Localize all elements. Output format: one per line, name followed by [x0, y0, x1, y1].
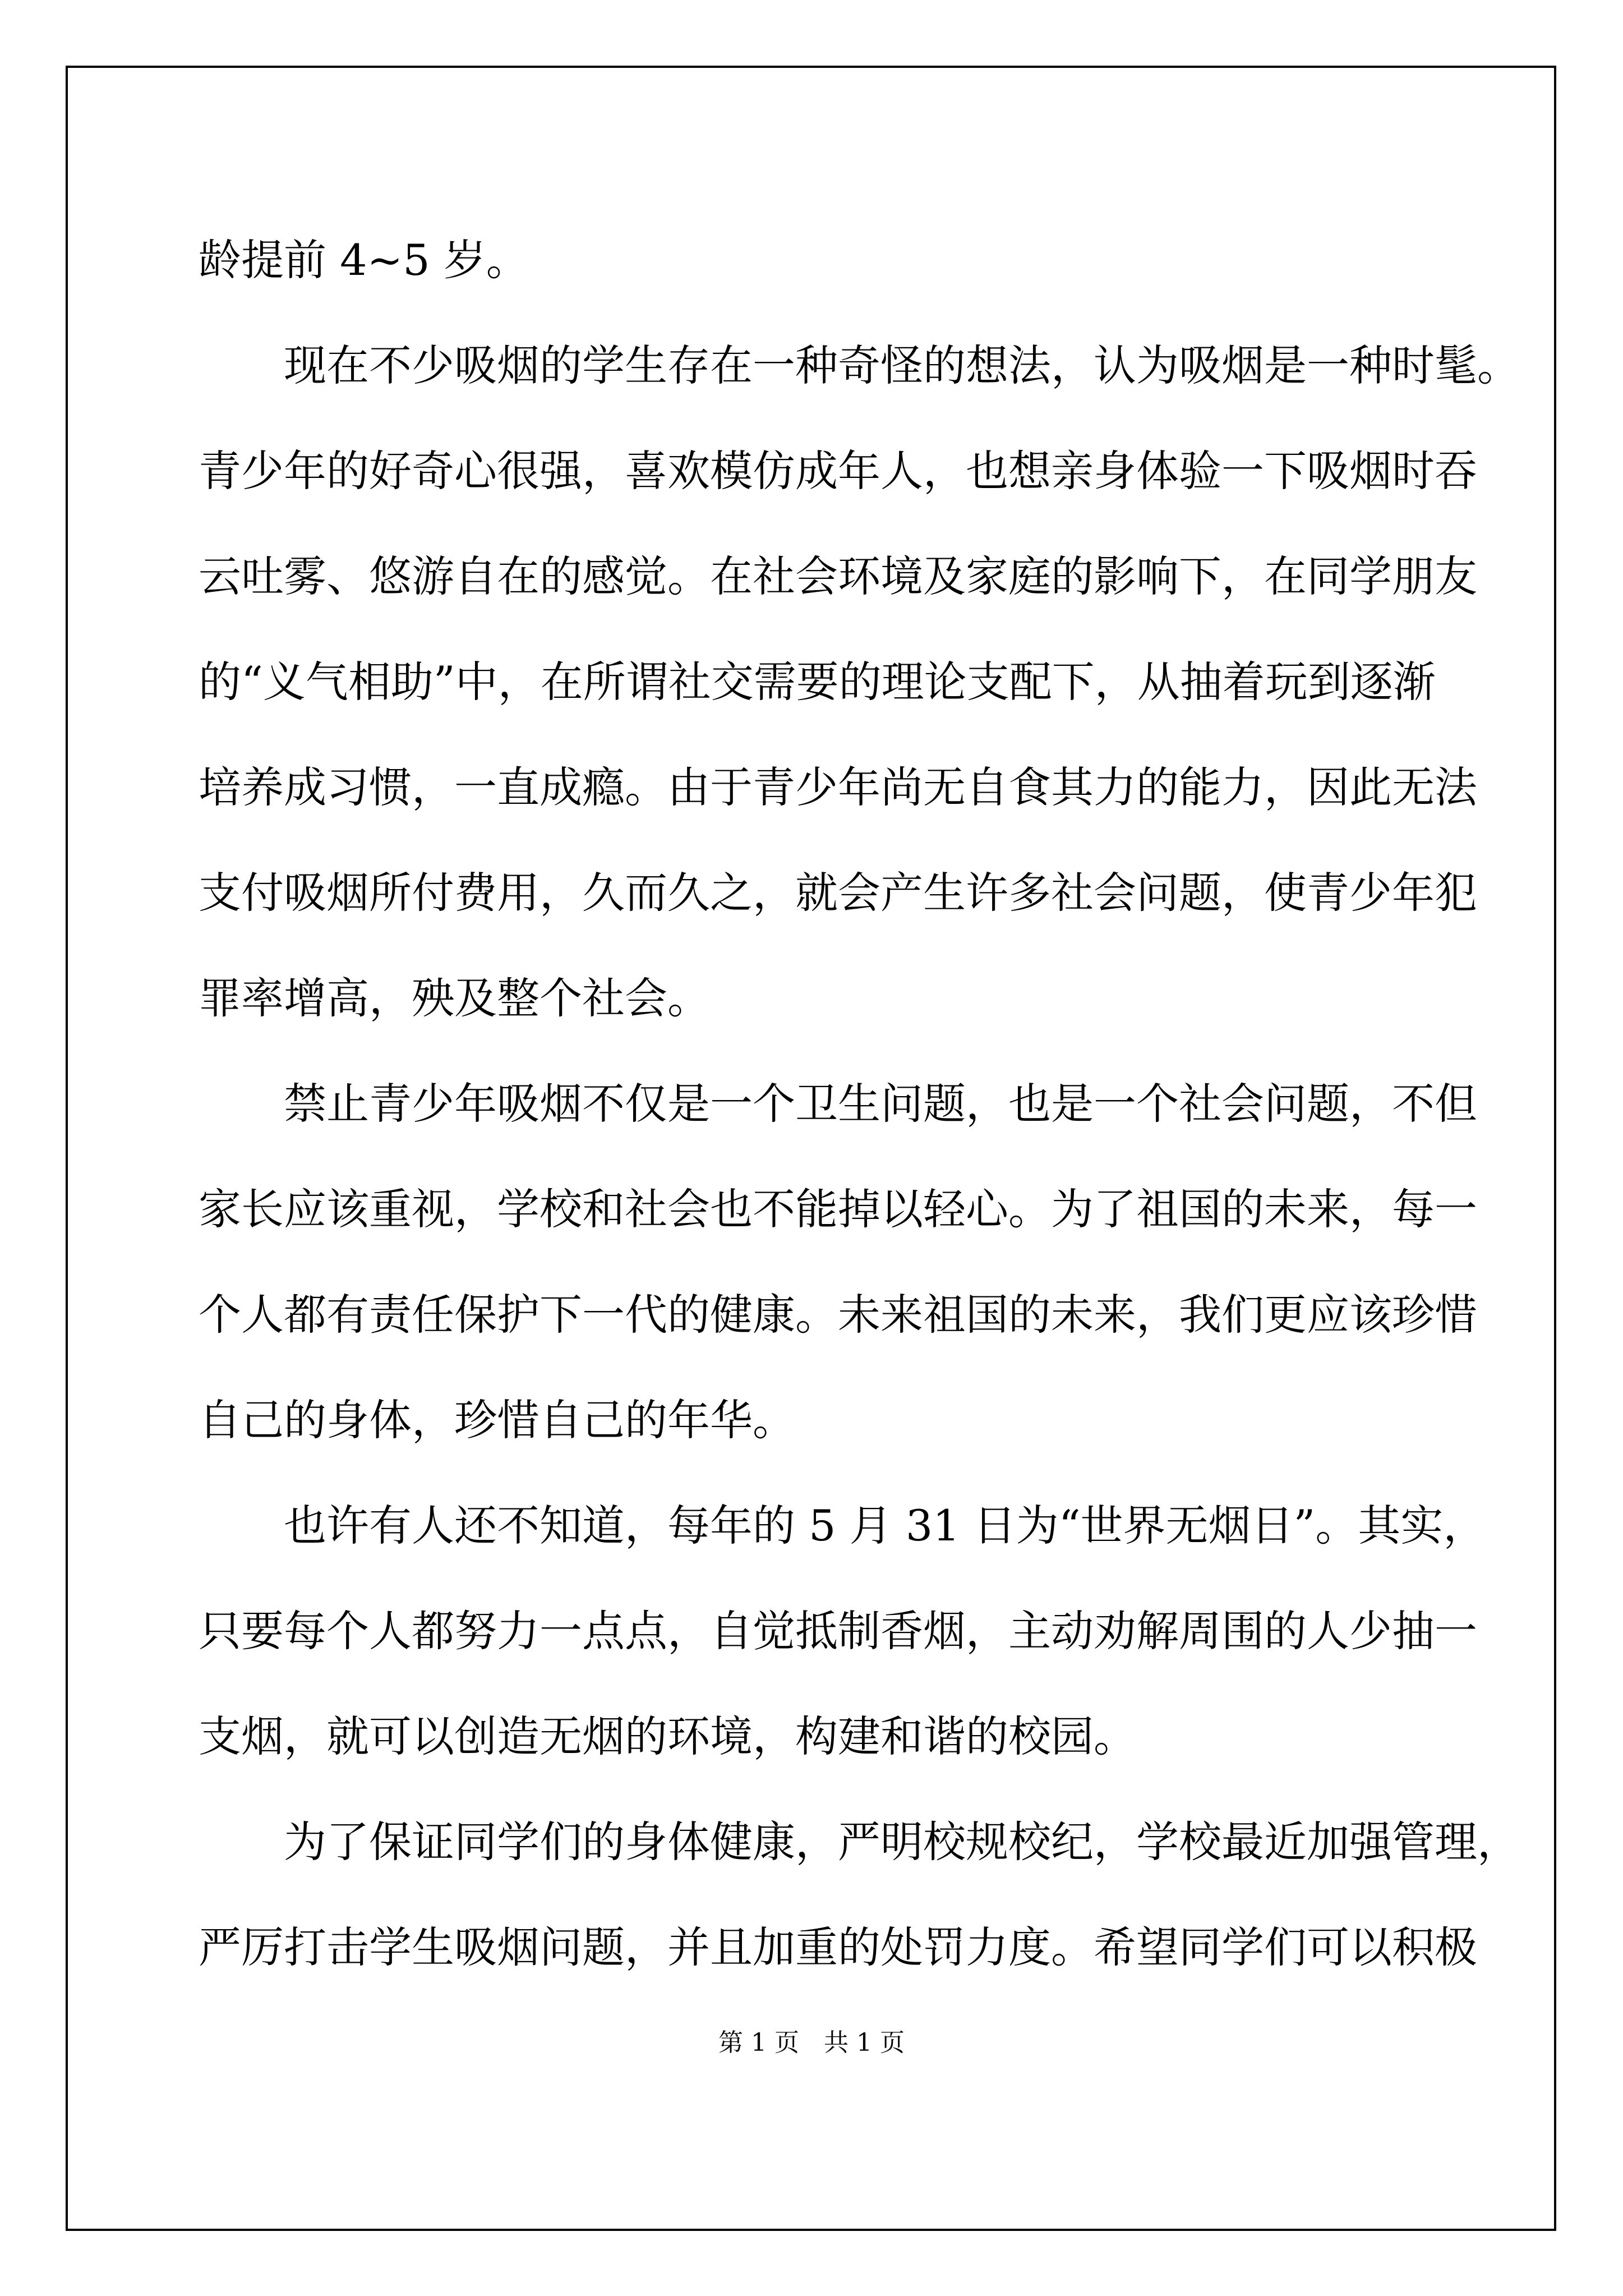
text-line: 自己的身体，珍惜自己的年华。	[199, 1395, 795, 1445]
page-total-label: 共 1 页	[824, 2028, 905, 2057]
text-line: 个人都有责任保护下一代的健康。未来祖国的未来，我们更应该珍惜	[199, 1290, 1477, 1340]
text-line: 为了保证同学们的身体健康，严明校规校纪，学校最近加强管理，	[284, 1817, 1520, 1867]
text-line: 的“义气相助”中，在所谓社交需要的理论支配下，从抽着玩到逐渐	[199, 657, 1436, 707]
text-line: 龄提前 4~5 岁。	[199, 235, 529, 285]
text-line: 培养成习惯，一直成瘾。由于青少年尚无自食其力的能力，因此无法	[199, 762, 1477, 812]
page-number-label: 第 1 页	[718, 2028, 799, 2057]
text-line: 也许有人还不知道，每年的 5 月 31 日为“世界无烟日”。其实，	[284, 1501, 1486, 1550]
text-line: 禁止青少年吸烟不仅是一个卫生问题，也是一个社会问题，不但	[284, 1079, 1477, 1129]
document-body	[199, 208, 1520, 2000]
text-line: 青少年的好奇心很强，喜欢模仿成年人，也想亲身体验一下吸烟时吞	[199, 446, 1477, 496]
text-line: 支烟，就可以创造无烟的环境，构建和谐的校园。	[199, 1711, 1136, 1761]
text-line: 只要每个人都努力一点点，自觉抵制香烟，主动劝解周围的人少抽一	[199, 1606, 1477, 1656]
text-line: 支付吸烟所付费用，久而久之，就会产生许多社会问题，使青少年犯	[199, 868, 1477, 918]
text-line: 家长应该重视，学校和社会也不能掉以轻心。为了祖国的未来，每一	[199, 1184, 1477, 1234]
page-footer	[0, 2026, 1623, 2060]
text-line: 云吐雾、悠游自在的感觉。在社会环境及家庭的影响下，在同学朋友	[199, 551, 1477, 601]
text-line: 现在不少吸烟的学生存在一种奇怪的想法，认为吸烟是一种时髦。	[284, 341, 1520, 390]
text-line: 罪率增高，殃及整个社会。	[199, 973, 710, 1023]
text-line: 严厉打击学生吸烟问题，并且加重的处罚力度。希望同学们可以积极	[199, 1922, 1477, 1972]
